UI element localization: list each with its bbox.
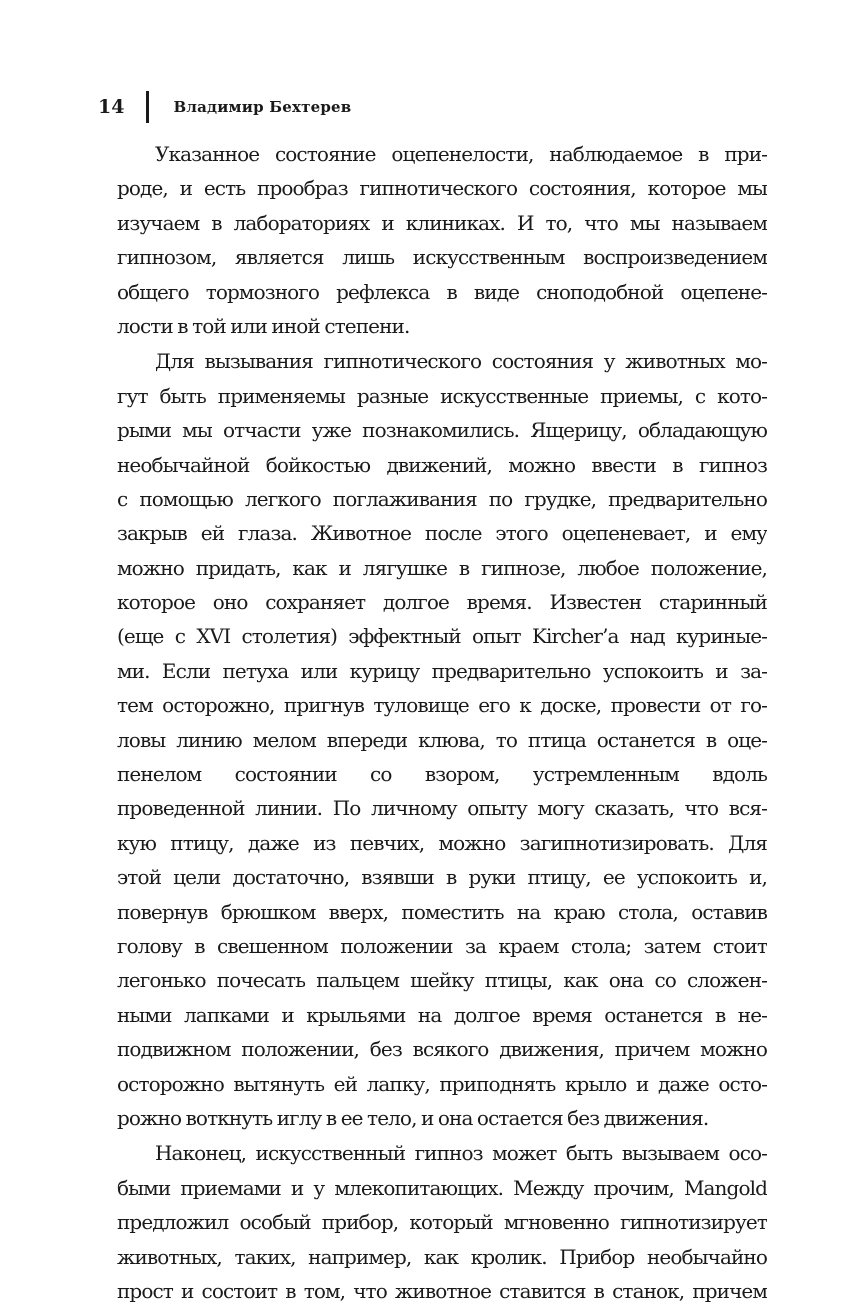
text-line: проведенной линии. По личному опыту могу сказать, что вся- <box>117 796 767 821</box>
text-line: гипнозом, является лишь искусственным воспроизведением <box>117 245 767 270</box>
text-line: повернув брюшком вверх, поместить на краю стола, оставив <box>117 899 767 924</box>
text-line: гут быть применяемы разные искусственные приемы, с кото- <box>117 383 767 408</box>
text-line: изучаем в лабораториях и клиниках. И то, что мы называем <box>117 210 767 235</box>
text-line: общего тормозного рефлекса в виде сноподобной оцепене- <box>117 279 767 304</box>
text-line: предложил особый прибор, который мгновенно гипнотизирует <box>117 1210 767 1235</box>
text-line: ловы линию мелом впереди клюва, то птица останется в оце- <box>117 727 767 752</box>
paragraph-1 <box>117 137 767 343</box>
text-line: голову в свешенном положении за краем стола; затем стоит <box>117 933 767 958</box>
text-line: закрыв ей глаза. Животное после этого оцепеневает, и ему <box>117 521 767 546</box>
paragraph-3 <box>117 1136 767 1308</box>
text-line: прост и состоит в том, что животное ставится в станок, причем <box>117 1278 767 1303</box>
text-line: животных, таких, например, как кролик. Прибор необычайно <box>117 1244 767 1269</box>
text-line: кую птицу, даже из певчих, можно загипнотизировать. Для <box>117 830 767 855</box>
text-line: которое оно сохраняет долгое время. Известен старинный <box>117 590 767 615</box>
text-line: необычайной бойкостью движений, можно ввести в гипноз <box>117 452 767 477</box>
paragraph-2 <box>117 344 767 1135</box>
text-line: рыми мы отчасти уже познакомились. Ящерицу, обладающую <box>117 418 767 443</box>
text-line: подвижном положении, без всякого движения, причем можно <box>117 1037 767 1062</box>
text-line: Для вызывания гипнотического состояния у животных мо- <box>155 349 767 374</box>
text-line: Наконец, искусственный гипноз может быть вызываем осо- <box>155 1141 767 1166</box>
text-line: осторожно вытянуть ей лапку, приподнять крыло и даже осто- <box>117 1071 767 1096</box>
text-line: (еще с XVI столетия) эффектный опыт Kircher’а над куриные- <box>117 624 767 649</box>
text-line: роде, и есть прообраз гипнотического состояния, которое мы <box>117 176 767 201</box>
text-line: с помощью легкого поглаживания по грудке, предварительно <box>117 486 767 511</box>
text-line: Указанное состояние оцепенелости, наблюдаемое в при- <box>155 142 767 166</box>
text-line: ными лапками и крыльями на долгое время останется в не- <box>117 1002 767 1027</box>
page-number: 14 <box>98 96 125 118</box>
running-header-author: Владимир Бехтерев <box>173 98 352 116</box>
text-line: можно придать, как и лягушке в гипнозе, любое положение, <box>117 555 767 580</box>
text-line: пенелом состоянии со взором, устремленным вдоль <box>117 762 767 787</box>
text-line: рожно воткнуть иглу в ее тело, и она остается без движения. <box>117 1105 709 1130</box>
text-line: этой цели достаточно, взявши в руки птицу, ее успокоить и, <box>117 865 767 890</box>
text-line: ми. Если петуха или курицу предварительно успокоить и за- <box>117 658 767 683</box>
body-text <box>117 137 767 1308</box>
text-line: лости в той или иной степени. <box>117 313 410 338</box>
text-line: быми приемами и у млекопитающих. Между прочим, Mangold <box>117 1175 767 1200</box>
header-divider <box>146 91 149 123</box>
text-line: тем осторожно, пригнув туловище его к доске, провести от го- <box>117 693 767 718</box>
text-line: легонько почесать пальцем шейку птицы, как она со сложен- <box>117 968 767 993</box>
running-header <box>98 90 351 124</box>
